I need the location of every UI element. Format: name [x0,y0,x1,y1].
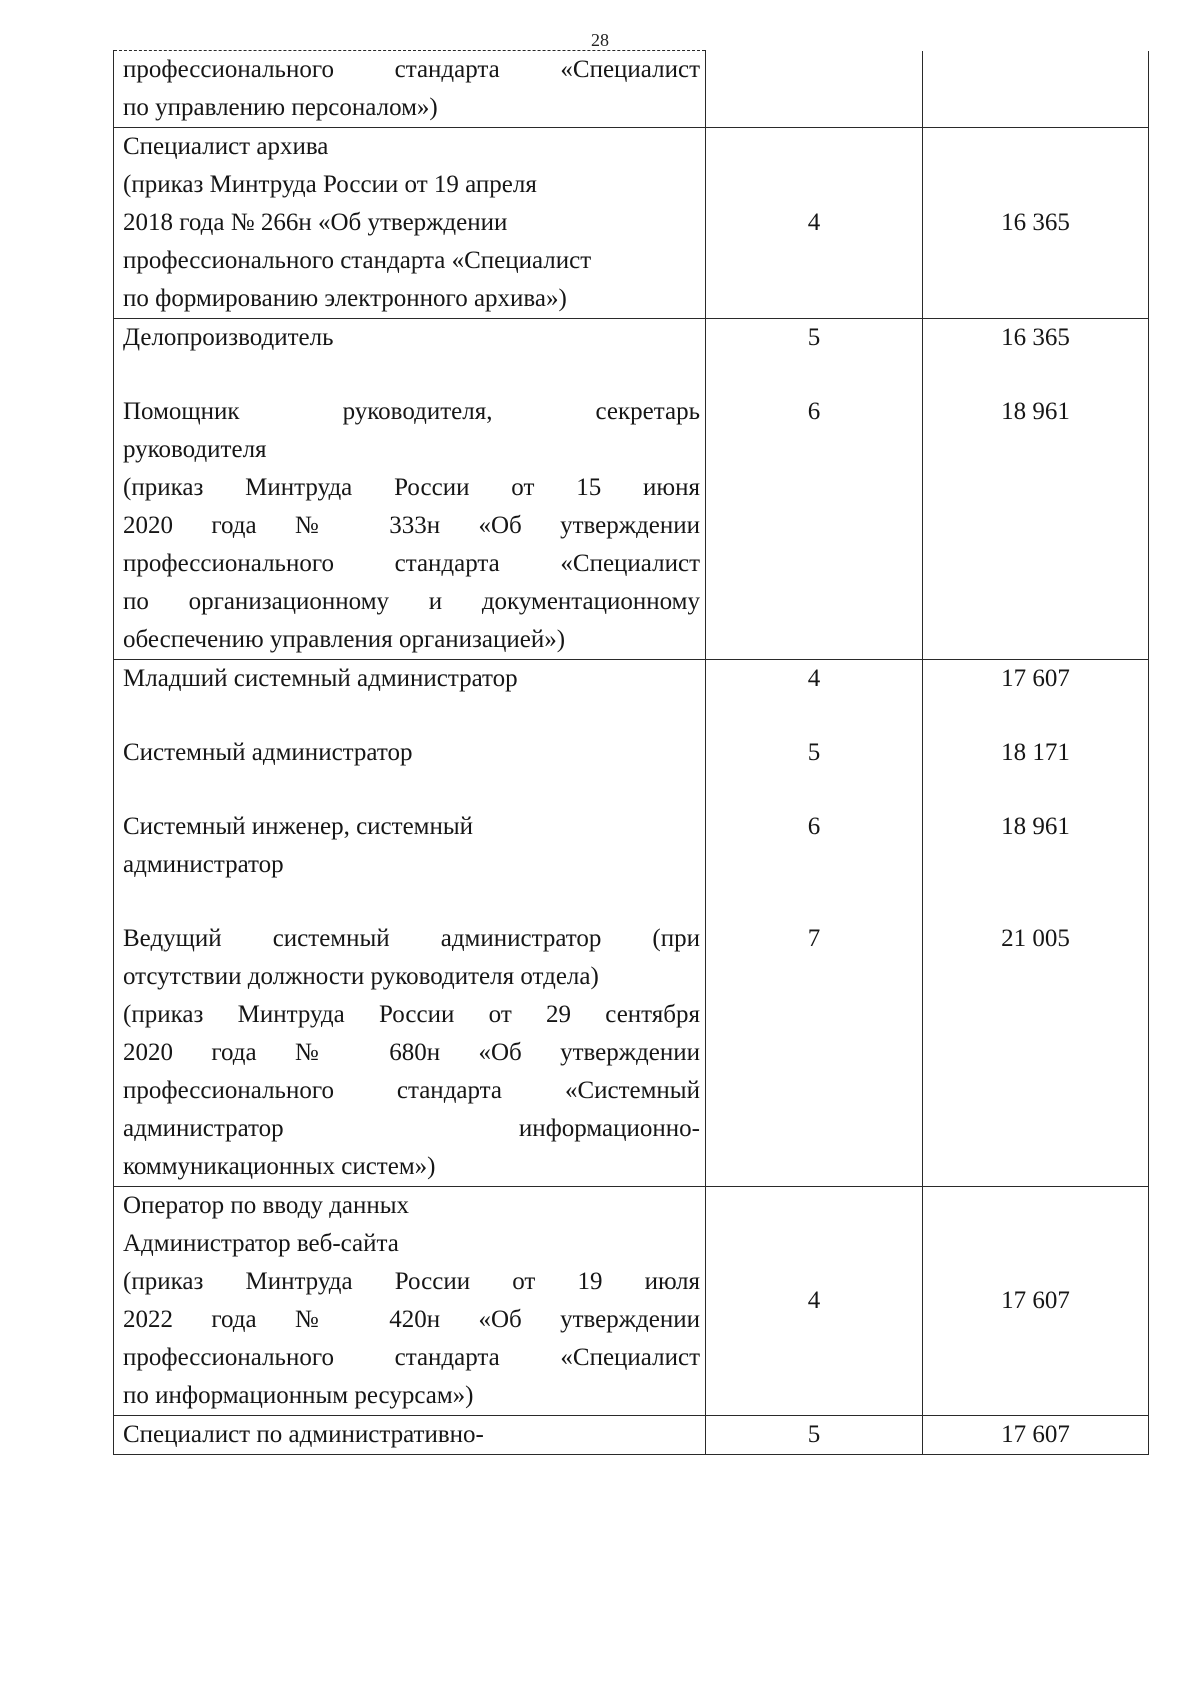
salary-amount-cell [923,1187,1149,1416]
amount-value: 18 171 [1001,739,1070,766]
position-name-line: по организационному и документационному [123,588,700,615]
position-entry [123,319,700,357]
qualification-level-cell [706,319,923,660]
position-name-line: Делопроизводитель [123,324,334,351]
position-entry [123,808,700,884]
position-name-line: 2020 года № 333н «Об утверждении [123,512,700,539]
salary-amount-cell [923,319,1149,660]
position-name-line: коммуникационных систем») [123,1153,436,1180]
amount-value: 17 607 [1001,1287,1070,1314]
qualification-level-cell [706,1187,923,1416]
spacer [923,698,1148,734]
position-name-cell [114,1187,706,1416]
position-name-line: Системный инженер, системный [123,813,474,840]
qualification-level-cell [706,1416,923,1455]
position-name-line: профессионального стандарта «Системный [123,1077,700,1104]
spacer [706,884,922,920]
position-name-line: администратор информационно- [123,1115,700,1142]
position-name-line: профессионального стандарта «Специалист [123,550,700,577]
salary-amount-cell [923,1416,1149,1455]
position-name-line: Помощник руководителя, секретарь [123,398,700,425]
qualification-level-cell [706,660,923,1187]
amount-value: 17 607 [1001,1421,1070,1448]
position-name-line: профессионального стандарта «Специалист [123,1344,700,1371]
amount-value: 18 961 [1001,398,1070,425]
amount-value: 18 961 [1001,813,1070,840]
spacer [706,698,922,734]
position-name-cell [114,660,706,1187]
spacer [923,772,1148,808]
position-name-line: администратор [123,851,284,878]
position-name-line: профессионального стандарта «Специалист [123,247,592,274]
position-name-line: Специалист архива [123,133,329,160]
position-name-line: (приказ Минтруда России от 15 июня [123,474,700,501]
qualification-level-cell [706,128,923,319]
position-name-cell [114,319,706,660]
level-value: 7 [807,925,821,952]
amount-value: 16 365 [1001,209,1070,236]
position-name-line: Системный администратор [123,739,413,766]
position-name-line: 2020 года № 680н «Об утверждении [123,1039,700,1066]
spacer [706,846,922,884]
position-name-cell [114,128,706,319]
spacer [923,846,1148,884]
amount-value: 21 005 [1001,925,1070,952]
position-name-line: обеспечению управления организацией») [123,626,566,653]
position-name-line: отсутствии должности руководителя отдела) [123,963,599,990]
table-row [114,1416,1149,1455]
position-name-line: по информационным ресурсам») [123,1382,474,1409]
position-name-line: (приказ Минтруда России от 19 апреля [123,171,537,198]
table-row [114,319,1149,660]
position-name-line: (приказ Минтруда России от 19 июля [123,1268,700,1295]
position-entry [123,393,700,659]
table-row [114,660,1149,1187]
level-value: 5 [807,1421,821,1448]
level-value: 4 [807,665,821,692]
spacer [923,357,1148,393]
position-name-line: (приказ Минтруда России от 29 сентября [123,1001,700,1028]
table-body [114,51,1149,1455]
position-entry [123,660,700,698]
position-name-line: Младший системный администратор [123,665,518,692]
level-value: 4 [807,209,821,236]
position-name-line: профессионального стандарта «Специалист [123,56,700,83]
position-name-cell [114,1416,706,1455]
qualification-level-cell [706,51,923,128]
amount-value: 16 365 [1001,324,1070,351]
salary-amount-cell [923,51,1149,128]
position-name-line: Специалист по административно- [123,1421,484,1448]
level-value: 6 [807,813,821,840]
position-name-line: Оператор по вводу данных [123,1192,410,1219]
table-row [114,51,1149,128]
spacer [923,884,1148,920]
level-value: 5 [807,324,821,351]
level-value: 4 [807,1287,821,1314]
position-name-line: Ведущий системный администратор (при [123,925,700,952]
amount-value: 17 607 [1001,665,1070,692]
position-entry [123,734,700,772]
table-row [114,1187,1149,1416]
position-entry [123,920,700,1186]
positions-table [113,50,1149,1455]
position-name-line: по управлению персоналом») [123,94,438,121]
page-number: 28 [591,30,609,50]
position-name-line: руководителя [123,436,267,463]
spacer [706,772,922,808]
level-value: 5 [807,739,821,766]
position-name-cell [114,51,706,128]
position-name-line: 2022 года № 420н «Об утверждении [123,1306,700,1333]
position-name-line: по формированию электронного архива») [123,285,567,312]
level-value: 6 [807,398,821,425]
spacer [706,357,922,393]
position-name-line: Администратор веб-сайта [123,1230,399,1257]
table-row [114,128,1149,319]
salary-amount-cell [923,660,1149,1187]
position-name-line: 2018 года № 266н «Об утверждении [123,209,508,236]
salary-amount-cell [923,128,1149,319]
